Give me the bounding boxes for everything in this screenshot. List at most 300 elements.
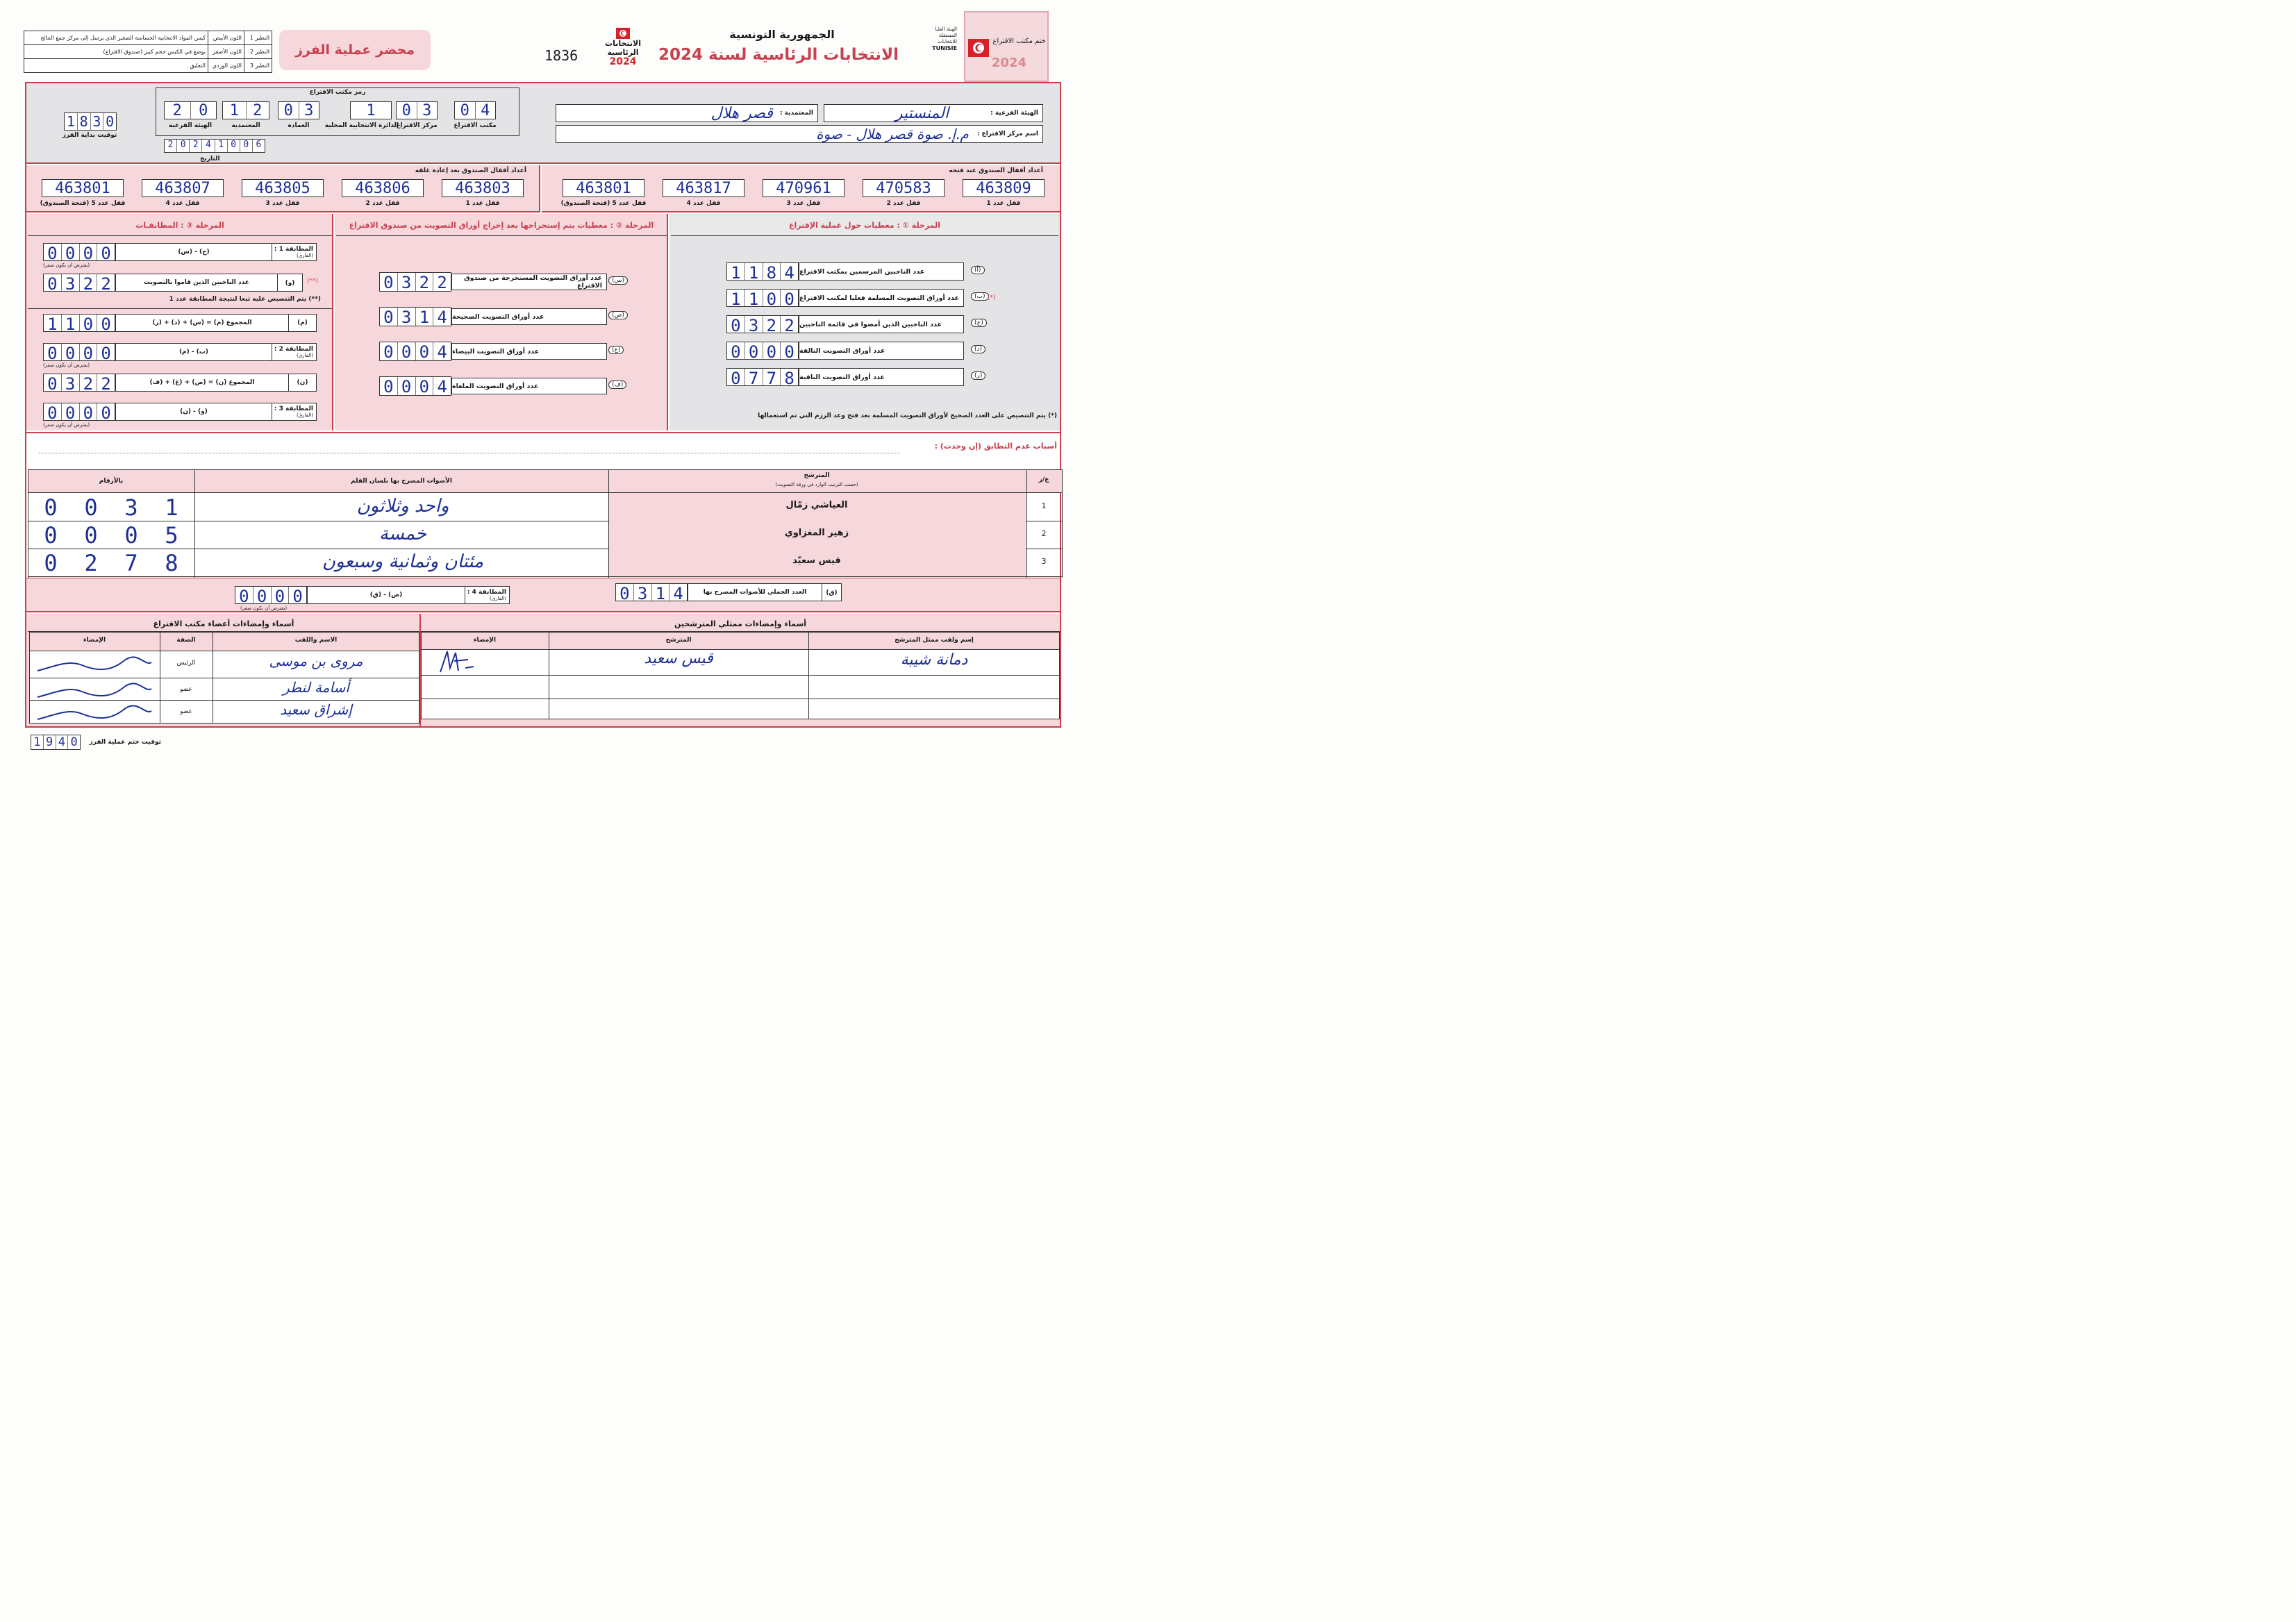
stage1-value-digit: 0 <box>731 342 741 362</box>
office-code-field[interactable] <box>396 101 438 119</box>
rep-candidate[interactable]: قيس سعيد <box>644 650 713 667</box>
match3-value[interactable] <box>43 403 115 421</box>
open-lock-label: قفل عدد 2 <box>886 200 921 207</box>
date-digit: 2 <box>167 140 174 150</box>
header-num: ع/ر <box>1038 476 1049 483</box>
start-time-digit: 1 <box>66 113 75 130</box>
stage1-title: المرحلة ① : معطيات حول عملية الإقتراع <box>671 215 1058 236</box>
office-code-field[interactable] <box>164 101 217 119</box>
stage1-row-code: (ج) <box>971 319 987 327</box>
center-field[interactable] <box>556 125 1043 143</box>
logo-line-1: الانتخابات <box>605 39 641 48</box>
match2-value-digit: 0 <box>47 344 58 363</box>
after-lock-3[interactable]: 463805 <box>242 179 324 197</box>
delegation-value: قصر هلال <box>710 104 773 122</box>
stage1-value-digit: 4 <box>780 263 798 280</box>
candidate-row-border <box>28 576 1063 577</box>
match1-zero-note: (يفترض أن يكون صفر) <box>43 262 90 268</box>
stage1-value-digit: 3 <box>744 316 763 333</box>
member-signature[interactable] <box>33 701 156 724</box>
end-time-digit: 1 <box>33 735 41 749</box>
total-votes-value-digit: 1 <box>651 584 669 601</box>
date-digit: 2 <box>189 140 201 152</box>
office-code-field-digit: 4 <box>475 102 496 119</box>
open-lock-1[interactable]: 463809 <box>963 179 1045 197</box>
after-lock-label: قفل عدد 5 (فتحة الصندوق) <box>40 200 126 207</box>
reps-col-divider <box>808 632 809 719</box>
stage1-value-digit: 7 <box>744 369 763 385</box>
match2-value-digit: 0 <box>61 344 79 360</box>
sum-n-code-cell <box>288 374 316 391</box>
voters-label: عدد الناخبين الذين قاموا بالتصويت <box>144 279 249 286</box>
after-lock-label: قفل عدد 2 <box>365 200 400 207</box>
legend-color: اللون الأصفر <box>208 45 244 59</box>
elections-logo <box>601 28 644 74</box>
stage2-row-text: عدد أوراق التصويت الصحيحة <box>452 312 544 321</box>
match2-value-digit: 0 <box>79 344 97 360</box>
stage1-row-code: (د) <box>971 345 985 353</box>
stage1-value[interactable] <box>726 289 799 307</box>
delegation-label: المعتمدية : <box>779 110 813 117</box>
members-title: أسماء وإمضاءات أعضاء مكتب الاقتراع <box>28 617 419 632</box>
office-code-field-digit: 0 <box>283 102 293 119</box>
office-code-fields <box>160 101 518 133</box>
stage1-value-digit: 8 <box>780 369 798 385</box>
start-time-digit: 8 <box>77 113 90 130</box>
center-value: م.إ. صوة قصر هلال - صوة <box>816 126 969 142</box>
office-code-field[interactable] <box>350 101 392 119</box>
office-stamp <box>964 11 1049 82</box>
reps-row-divider <box>421 675 1060 676</box>
isie-logo-fr: TUNISIE <box>932 45 957 51</box>
stage2-value-digit: 0 <box>415 377 433 395</box>
candidate-vote-digit: 0 <box>124 522 138 549</box>
candidate-vote-digit: 0 <box>44 550 58 576</box>
match2-sub: (الفارق) <box>296 353 313 358</box>
stage2-value-digit: 1 <box>415 308 433 326</box>
stage1-value-digit: 1 <box>731 263 741 283</box>
sum-n-code: (ن) <box>297 379 308 386</box>
voters-value-digit: 3 <box>61 274 79 291</box>
total-votes-label: العدد الجملي للأصوات المصرح بها <box>703 589 807 596</box>
stage3-separator <box>28 308 332 309</box>
stage2-value[interactable] <box>379 272 451 292</box>
reps-header-cand: المترشح <box>665 637 692 644</box>
header-words: الأصوات المصرح بها بلسان القلم <box>351 478 452 485</box>
stage1-value-digit: 8 <box>763 263 781 280</box>
voters-mark: (**) <box>307 278 319 285</box>
isie-logo-text: الهيئة العليا المستقلة للانتخابات <box>935 26 957 44</box>
date-digit: 4 <box>201 140 214 152</box>
stage2-value-digit: 2 <box>415 273 433 291</box>
stage2-value-digit: 0 <box>383 273 394 292</box>
office-code-field-digit: 0 <box>190 102 217 119</box>
stage2-value-digit: 3 <box>397 308 415 326</box>
stage1-row-text: عدد أوراق التصويت التالفة <box>799 346 885 355</box>
office-code-field-label: العمادة <box>288 122 310 129</box>
match3-formula: (و) - (ن) <box>180 408 208 415</box>
header-candidate-sub: (حسب الترتيب الوارد في ورقة التصويت) <box>775 482 858 487</box>
candidate-num: 2 <box>1041 529 1047 538</box>
stage1-row-label <box>799 262 964 281</box>
total-votes-value[interactable] <box>615 583 688 601</box>
stage1-row-label <box>799 315 964 333</box>
after-lock-2[interactable]: 463806 <box>342 179 424 197</box>
match3-value-digit: 0 <box>47 403 58 423</box>
candidate-votes-digits[interactable] <box>31 522 192 547</box>
members-header-name: الاسم واللقب <box>294 637 338 644</box>
candidate-vote-digit: 0 <box>84 494 98 521</box>
reps-title: أسماء وإمضاءات ممثلي المترشحين <box>421 617 1060 632</box>
logo-line-2: الرئاسية <box>607 48 639 57</box>
stage1-row-text: عدد الناخبين الذين أمضوا في قائمة الناخبين <box>799 320 942 328</box>
stage2-row-code: (ف) <box>608 381 626 389</box>
stage1-value-digit: 0 <box>780 342 798 359</box>
stage1-value-digit: 1 <box>731 290 741 309</box>
stage1-value[interactable] <box>726 342 799 360</box>
open-lock-2[interactable]: 470583 <box>863 179 945 197</box>
copies-legend-table <box>24 31 272 73</box>
mismatch-label: أسباب عدم التطابق (إن وجدت) : <box>934 442 1057 451</box>
members-header-role: الصفة <box>176 637 196 644</box>
office-code-field-digit: 1 <box>229 102 239 119</box>
legend-num: النظير 3 <box>244 59 272 73</box>
locks-open-row <box>560 179 1046 211</box>
sum-n-value-digit: 2 <box>79 374 97 391</box>
voters-note: (**) يتم التنصيص عليه تبعا لنتيجة المطابقة عدد 1 <box>169 296 321 303</box>
locks-after-title: أعداد أقفال الصندوق بعد إعادة غلقه <box>415 167 526 174</box>
date-digit: 6 <box>252 140 265 152</box>
match4-zero-note: (يفترض أن يكون صفر) <box>240 605 288 611</box>
candidate-vote-digit: 0 <box>44 522 58 549</box>
legend-color: اللون الوردي <box>208 59 244 73</box>
candidate-votes-digits[interactable] <box>31 550 192 575</box>
match2-zero-note: (يفترض أن يكون صفر) <box>43 362 90 368</box>
legend-desc: التعليق <box>190 62 206 69</box>
stage2-row-text: عدد أوراق التصويت البيضاء <box>452 347 540 356</box>
match1-value-digit: 0 <box>61 244 79 260</box>
stage2-value[interactable] <box>379 376 451 396</box>
candidate-vote-digit: 8 <box>165 550 178 576</box>
sum-m-value-digit: 0 <box>79 315 97 331</box>
after-lock-4[interactable]: 463807 <box>142 179 224 197</box>
stage2-row-label <box>451 343 607 360</box>
match3-label-cell <box>272 403 316 420</box>
stage2-value-digit: 0 <box>383 377 394 396</box>
sum-m-formula-box <box>115 314 317 332</box>
match2-value[interactable] <box>43 343 115 361</box>
rep-signature[interactable] <box>438 647 476 675</box>
header-digits: بالأرقام <box>99 478 124 485</box>
match1-sub: (الفارق) <box>296 253 313 258</box>
office-code-field-digit: 0 <box>401 102 411 119</box>
match4-value-digit: 0 <box>239 587 249 606</box>
match2-label-cell <box>272 344 316 360</box>
candidate-votes-words[interactable]: خمسة <box>378 524 427 544</box>
sum-n-value-digit: 0 <box>47 374 58 394</box>
open-lock-4[interactable]: 463817 <box>663 179 744 197</box>
match3-value-digit: 0 <box>97 403 115 420</box>
totals-section <box>26 578 1060 612</box>
end-time-digit: 0 <box>67 735 80 749</box>
sum-m-value[interactable] <box>43 314 115 332</box>
stage1-value-digit: 0 <box>731 369 741 388</box>
total-votes-value-digit: 0 <box>619 584 630 603</box>
after-lock-label: قفل عدد 4 <box>165 200 200 207</box>
sub-authority-field[interactable] <box>824 104 1043 122</box>
sum-m-value-digit: 0 <box>97 315 115 331</box>
stage1-value-digit: 7 <box>763 369 781 385</box>
sum-n-value[interactable] <box>43 374 115 392</box>
total-votes-value-digit: 3 <box>633 584 651 601</box>
stage1-value-digit: 0 <box>763 342 781 359</box>
candidate-num: 1 <box>1041 501 1047 510</box>
stamp-year: 2024 <box>991 56 1026 70</box>
candidate-vote-digit: 1 <box>165 494 178 521</box>
total-votes-code: (ق) <box>822 584 841 601</box>
office-code-field-digit: 3 <box>299 102 319 119</box>
date-label: التاريخ <box>200 156 220 162</box>
match4-value[interactable] <box>235 586 307 604</box>
header-candidate: المترشح <box>804 472 830 479</box>
stage1-row-label <box>799 368 964 386</box>
member-name[interactable]: أسامة لنطر <box>283 679 349 696</box>
date-digit: 0 <box>240 140 252 152</box>
form-title: محضر عملية الفرز <box>294 42 415 58</box>
sum-n-formula-box <box>115 374 317 392</box>
after-lock-5[interactable]: 463801 <box>42 179 124 197</box>
stage1-value[interactable] <box>726 368 799 386</box>
stage1-value[interactable] <box>726 315 799 333</box>
isie-logo <box>917 26 957 75</box>
match4-label-cell <box>465 587 509 603</box>
stage1-row-label <box>799 289 964 307</box>
stage2-value-digit: 0 <box>383 342 394 362</box>
member-signature[interactable] <box>33 653 156 675</box>
sum-n-value-digit: 2 <box>97 374 115 391</box>
rep-name[interactable]: دمانة شيبة <box>900 651 968 669</box>
match1-value-digit: 0 <box>79 244 97 260</box>
sum-m-formula: المجموع (م) = (س) + (د) + (ر) <box>152 319 252 326</box>
candidate-votes-words[interactable]: مئتان وثمانية وسبعون <box>322 551 484 572</box>
member-name[interactable]: إشراق سعيد <box>280 701 352 718</box>
sum-m-value-digit: 1 <box>61 315 79 331</box>
republic-title: الجمهورية التونسية <box>729 28 835 41</box>
members-header-sig: الإمضاء <box>83 637 106 644</box>
stage2-value-digit: 0 <box>415 342 433 360</box>
open-lock-label: قفل عدد 1 <box>986 200 1021 207</box>
office-code-field-digit: 2 <box>172 102 182 119</box>
legend-desc: يوضع في الكيس حجم كبير (صندوق الاقتراع) <box>103 49 206 55</box>
stage3-title: المرحلة ③ : المطابقـات <box>28 215 332 236</box>
office-code-field-label: المعتمدية <box>231 122 260 129</box>
stage1-value-digit: 0 <box>731 316 741 335</box>
match4-box <box>307 586 510 604</box>
match3-value-digit: 0 <box>61 403 79 420</box>
candidate-votes-digits[interactable] <box>31 494 192 519</box>
date-digit: 0 <box>227 140 240 152</box>
stage1-row-text: عدد أوراق التصويت المسلمة فعليا لمكتب الاقتراع <box>799 294 959 302</box>
office-code-field-label: الهيئة الفرعية <box>168 122 213 129</box>
member-role: عضو <box>180 708 192 715</box>
stage1-value-digit: 1 <box>744 263 763 280</box>
member-role: عضو <box>180 686 192 693</box>
sum-m-code: (م) <box>297 319 308 326</box>
candidate-num: 3 <box>1041 557 1047 566</box>
stage1-value-digit: 2 <box>763 316 781 333</box>
end-time-box <box>31 735 81 750</box>
stage2-value-digit: 2 <box>433 273 451 291</box>
open-lock-3[interactable]: 470961 <box>763 179 845 197</box>
voters-code: (و) <box>277 274 302 291</box>
voters-value-digit: 0 <box>47 274 58 294</box>
office-code-field-digit: 1 <box>366 102 376 119</box>
date-box <box>164 139 265 153</box>
voters-value[interactable] <box>43 274 115 292</box>
date-digit: 0 <box>176 140 189 152</box>
stage1-value-digit: 0 <box>763 290 781 306</box>
start-time-box <box>64 112 117 131</box>
match3-formula-box <box>115 403 317 421</box>
start-time-digit: 0 <box>103 113 116 130</box>
stage1-row-text: عدد أوراق التصويت الباقية <box>799 373 885 381</box>
match3-sub: (الفارق) <box>296 412 313 418</box>
sum-m-value-digit: 1 <box>47 315 58 334</box>
candidate-vote-digit: 0 <box>44 494 58 521</box>
candidate-vote-digit: 5 <box>165 522 178 549</box>
stage1-value-digit: 1 <box>744 290 763 306</box>
voters-value-digit: 2 <box>97 274 115 291</box>
match1-value[interactable] <box>43 243 115 261</box>
match4-value-digit: 0 <box>288 587 306 603</box>
legend-desc: كيس المواد الانتخابية الحساسة الصغير الذي يرسل إلى مركز جمع النتائج <box>40 35 206 41</box>
match1-label-cell <box>272 244 316 260</box>
start-time-label: توقيت بداية الفرز <box>62 132 117 139</box>
office-code-field[interactable] <box>454 101 496 119</box>
logo-year: 2024 <box>609 56 637 67</box>
office-code-field[interactable] <box>278 101 319 119</box>
stage1-row-code: (ر) <box>971 371 985 380</box>
stage2-row-code: (س) <box>608 276 628 285</box>
office-code-field-digit: 2 <box>246 102 269 119</box>
office-code-field-label: الدائرة الانتخابية المحلية <box>324 122 399 129</box>
candidate-votes-words[interactable]: واحد وثلاثون <box>356 496 449 517</box>
member-name[interactable]: مروى بن موسى <box>269 653 363 669</box>
legend-num: النظير 2 <box>244 45 272 59</box>
stage2-row-code: (ص) <box>608 311 628 319</box>
reps-header-rep: إسم ولقب ممثل المترشح <box>895 637 974 644</box>
stage2-row-text: عدد أوراق التصويت الملغاة <box>452 382 539 390</box>
sum-n-formula: المجموع (ن) = (ص) + (ع) + (ف) <box>149 379 255 386</box>
stage2-row-code: (ع) <box>608 346 624 354</box>
stage1-row-text: عدد الناخبين المرسمين بمكتب الاقتراع <box>799 267 925 276</box>
candidate-name: زهير المغزاوي <box>784 528 849 538</box>
stage1-value-digit: 0 <box>744 342 763 359</box>
candidate-name: قيس سعيّد <box>792 555 841 566</box>
match1-label: المطابقة 1 : <box>274 246 313 253</box>
stage2-value-digit: 4 <box>433 342 451 360</box>
stage1-value-digit: 2 <box>780 316 798 333</box>
match1-value-digit: 0 <box>97 244 115 260</box>
open-lock-label: قفل عدد 3 <box>786 200 821 207</box>
candidate-name: العياشي زمّال <box>785 500 848 510</box>
office-code-field-digit: 0 <box>460 102 469 119</box>
stage1-row-label <box>799 342 964 360</box>
candidate-vote-digit: 0 <box>84 522 98 549</box>
open-lock-label: قفل عدد 4 <box>686 200 721 207</box>
stage2-row-text: عدد أوراق التصويت المستخرجة من صندوق الاقتراع <box>464 274 602 290</box>
tunisia-flag-icon <box>968 39 989 57</box>
stage2-value-digit: 0 <box>383 308 394 327</box>
legend-color: اللون الأبيض <box>208 31 244 45</box>
header-divider <box>194 469 195 578</box>
stage2-value-digit: 4 <box>433 308 451 326</box>
candidate-vote-digit: 2 <box>84 550 98 576</box>
after-lock-1[interactable]: 463803 <box>442 179 524 197</box>
locks-after-row <box>42 179 528 211</box>
form-title-badge <box>279 30 431 70</box>
open-lock-label: قفل عدد 5 (فتحة الصندوق) <box>560 200 647 207</box>
end-time-label: توقيت ختم عملية الفرز <box>89 739 161 746</box>
match4-value-digit: 0 <box>271 587 289 603</box>
office-code-field[interactable] <box>222 101 269 119</box>
sum-m-code-cell <box>288 315 316 331</box>
stage2-row-label <box>451 308 607 325</box>
stage1-value-digit: 0 <box>780 290 798 306</box>
stage2-row-label <box>451 378 607 394</box>
stage1-row-code: (ب) <box>971 292 989 301</box>
member-role: الرئيس <box>176 660 196 667</box>
match3-value-digit: 0 <box>79 403 97 420</box>
member-signature[interactable] <box>33 679 156 701</box>
match2-formula: (ب) - (م) <box>178 349 209 356</box>
open-lock-5[interactable]: 463801 <box>563 179 644 197</box>
sum-n-value-digit: 3 <box>61 374 79 391</box>
match4-sub: (الفارق) <box>489 596 506 601</box>
office-code-field-label: مكتب الاقتراع <box>454 122 497 129</box>
sub-authority-label: الهيئة الفرعية : <box>990 110 1038 117</box>
match4-formula: (ص) - (ق) <box>369 592 403 599</box>
stage2-value-digit: 3 <box>397 273 415 291</box>
after-lock-label: قفل عدد 3 <box>265 200 300 207</box>
center-label: اسم مركز الاقتراع : <box>976 131 1038 137</box>
serial-number: 1836 <box>544 47 579 64</box>
match1-formula: (ج) - (س) <box>178 249 210 256</box>
office-code-field-digit: 3 <box>417 102 438 119</box>
end-time-digit: 9 <box>43 735 56 749</box>
sub-authority-value: المنستير <box>895 104 949 122</box>
tunisia-flag-icon <box>616 28 630 39</box>
delegation-field[interactable] <box>556 104 818 122</box>
stage2-value-digit: 0 <box>397 377 415 395</box>
match3-label: المطابقة 3 : <box>274 406 313 412</box>
office-code-title: رمز مكتب الاقتراع <box>309 89 366 96</box>
date-digit: 1 <box>215 140 227 152</box>
stage1-value[interactable] <box>726 262 799 281</box>
match4-value-digit: 0 <box>253 587 271 603</box>
end-time-digit: 4 <box>56 735 68 749</box>
voters-row-box <box>115 274 303 292</box>
stage1-note: (*) يتم التنصيص على العدد الصحيح لأوراق التصويت المسلمة بعد فتح وعد الرزم التي تم استعمالها <box>758 412 1057 419</box>
stage2-value-digit: 4 <box>433 377 451 395</box>
stage2-value[interactable] <box>379 342 451 361</box>
office-code-field-label: مركز الاقتراع <box>396 122 438 129</box>
stage2-row-label <box>451 274 607 290</box>
stage2-value[interactable] <box>379 307 451 326</box>
voters-value-digit: 2 <box>79 274 97 291</box>
candidate-vote-digit: 7 <box>124 550 138 576</box>
stage2-title: المرحلة ② : معطيات يتم إستخراجها بعد إخراج أوراق التصويت من صندوق الاقتراع <box>336 215 667 236</box>
